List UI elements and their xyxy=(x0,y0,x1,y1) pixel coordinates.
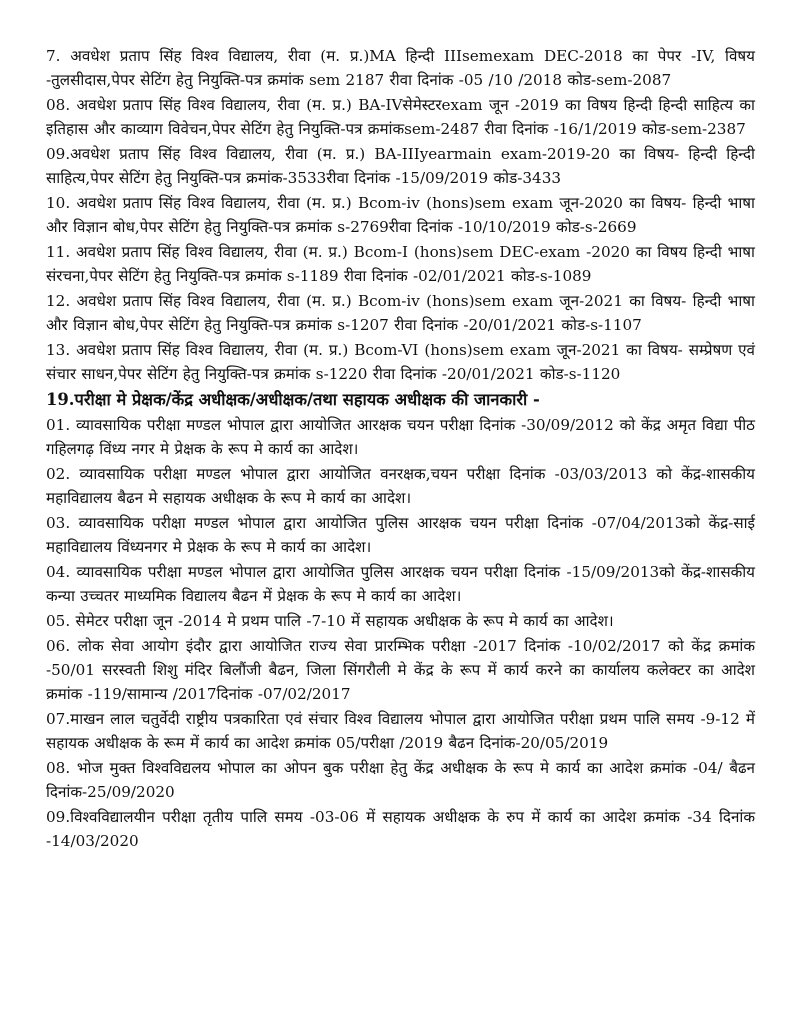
section-19-item-03: 03. व्यावसायिक परीक्षा मण्डल भोपाल द्वारा आयोजित पुलिस आरक्षक चयन परीक्षा दिनांक -07/04/2013को केंद्र-साई महाविद्यालय विंध्यनगर मे प्रेक्षक के रूप मे कार्य का आदेश। xyxy=(46,514,755,556)
list-item-7: 7. अवधेश प्रताप सिंह विश्व विद्यालय, रीवा (म. प्र.)MA हिन्दी IIIsemexam DEC-2018 का पेपर -IV, विषय -तुलसीदास,पेपर सेटिंग हेतु नियुक्ति-पत्र क्रमांक sem 2187 रीवा दिनांक -05 /10 /2018 कोड-sem-2087 xyxy=(46,47,755,89)
section-19-item-09: 09.विश्वविद्यालयीन परीक्षा तृतीय पालि समय -03-06 में सहायक अधीक्षक के रुप में कार्य का आदेश क्रमांक -34 दिनांक -14/03/2020 xyxy=(46,808,755,850)
list-item-12: 12. अवधेश प्रताप सिंह विश्व विद्यालय, रीवा (म. प्र.) Bcom-iv (hons)sem exam जून-2021 का विषय- हिन्दी भाषा और विज्ञान बोध,पेपर सेटिंग हेतु नियुक्ति-पत्र क्रमांक s-1207 रीवा दिनांक -20/01/2021 कोड-s-1107 xyxy=(46,292,755,334)
section-19-item-01: 01. व्यावसायिक परीक्षा मण्डल भोपाल द्वारा आयोजित आरक्षक चयन परीक्षा दिनांक -30/09/2012 को केंद्र अमृत विद्या पीठ गहिलगढ़ विंध्य नगर मे प्रेक्षक के रूप मे कार्य का आदेश। xyxy=(46,416,755,458)
section-19-item-08: 08. भोज मुक्त विश्वविद्यलय भोपाल का ओपन बुक परीक्षा हेतु केंद्र अधीक्षक के रूप मे कार्य का आदेश क्रमांक -04/ बैढन दिनांक-25/09/2020 xyxy=(46,759,755,801)
section-19-item-02: 02. व्यावसायिक परीक्षा मण्डल भोपाल द्वारा आयोजित वनरक्षक,चयन परीक्षा दिनांक -03/03/2013 को केंद्र-शासकीय महाविद्यालय बैढन मे सहायक अधीक्षक के रूप मे कार्य का आदेश। xyxy=(46,465,755,507)
section-19-item-06: 06. लोक सेवा आयोग इंदौर द्वारा आयोजित राज्य सेवा प्रारम्भिक परीक्षा -2017 दिनांक -10/02/2017 को केंद्र क्रमांक -50/01 सरस्वती शिशु मंदिर बिलौंजी बैढन, जिला सिंगरौली मे केंद्र के रूप में कार्य करने का कार्यालय कलेक्टर का आदेश क्रमांक -119/सामान्य /2017दिनांक -07/02/2017 xyxy=(46,637,755,703)
list-item-10: 10. अवधेश प्रताप सिंह विश्व विद्यालय, रीवा (म. प्र.) Bcom-iv (hons)sem exam जून-2020 का विषय- हिन्दी भाषा और विज्ञान बोध,पेपर सेटिंग हेतु नियुक्ति-पत्र क्रमांक s-2769रीवा दिनांक -10/10/2019 कोड-s-2669 xyxy=(46,194,755,236)
list-item-8: 08. अवधेश प्रताप सिंह विश्व विद्यालय, रीवा (म. प्र.) BA-IVसेमेस्टरexam जून -2019 का विषय हिन्दी हिन्दी साहित्य का इतिहास और काव्याग विवेचन,पेपर सेटिंग हेतु नियुक्ति-पत्र क्रमांकsem-2487 रीवा दिनांक -16/1/2019 कोड-sem-2387 xyxy=(46,96,755,138)
list-item-9: 09.अवधेश प्रताप सिंह विश्व विद्यालय, रीवा (म. प्र.) BA-IIIyearmain exam-2019-20 का विषय- हिन्दी हिन्दी साहित्य,पेपर सेटिंग हेतु नियुक्ति-पत्र क्रमांक-3533रीवा दिनांक -15/09/2019 कोड-3433 xyxy=(46,145,755,187)
list-item-13: 13. अवधेश प्रताप सिंह विश्व विद्यालय, रीवा (म. प्र.) Bcom-VI (hons)sem exam जून-2021 का विषय- सम्प्रेषण एवं संचार साधन,पेपर सेटिंग हेतु नियुक्ति-पत्र क्रमांक s-1220 रीवा दिनांक -20/01/2021 कोड-s-1120 xyxy=(46,341,755,383)
section-19-item-07: 07.माखन लाल चतुर्वेदी राष्ट्रीय पत्रकारिता एवं संचार विश्व विद्यालय भोपाल द्वारा आयोजित परीक्षा प्रथम पालि समय -9-12 में सहायक अधीक्षक के रूम में कार्य का आदेश क्रमांक 05/परीक्षा /2019 बैढन दिनांक-20/05/2019 xyxy=(46,710,755,752)
section-19-item-04: 04. व्यावसायिक परीक्षा मण्डल भोपाल द्वारा आयोजित पुलिस आरक्षक चयन परीक्षा दिनांक -15/09/2013को केंद्र-शासकीय कन्या उच्चतर माध्यमिक विद्यालय बैढन में प्रेक्षक के रूप मे कार्य का आदेश। xyxy=(46,563,755,605)
section-heading-19: 19.परीक्षा मे प्रेक्षक/केंद्र अधीक्षक/अधीक्षक/तथा सहायक अधीक्षक की जानकारी - xyxy=(46,390,540,409)
list-item-11: 11. अवधेश प्रताप सिंह विश्व विद्यालय, रीवा (म. प्र.) Bcom-I (hons)sem DEC-exam -2020 का विषय हिन्दी भाषा संरचना,पेपर सेटिंग हेतु नियुक्ति-पत्र क्रमांक s-1189 रीवा दिनांक -02/01/2021 कोड-s-1089 xyxy=(46,243,755,285)
section-19-item-05: 05. सेमेटर परीक्षा जून -2014 मे प्रथम पालि -7-10 में सहायक अधीक्षक के रूप मे कार्य का आदेश। xyxy=(46,612,614,630)
